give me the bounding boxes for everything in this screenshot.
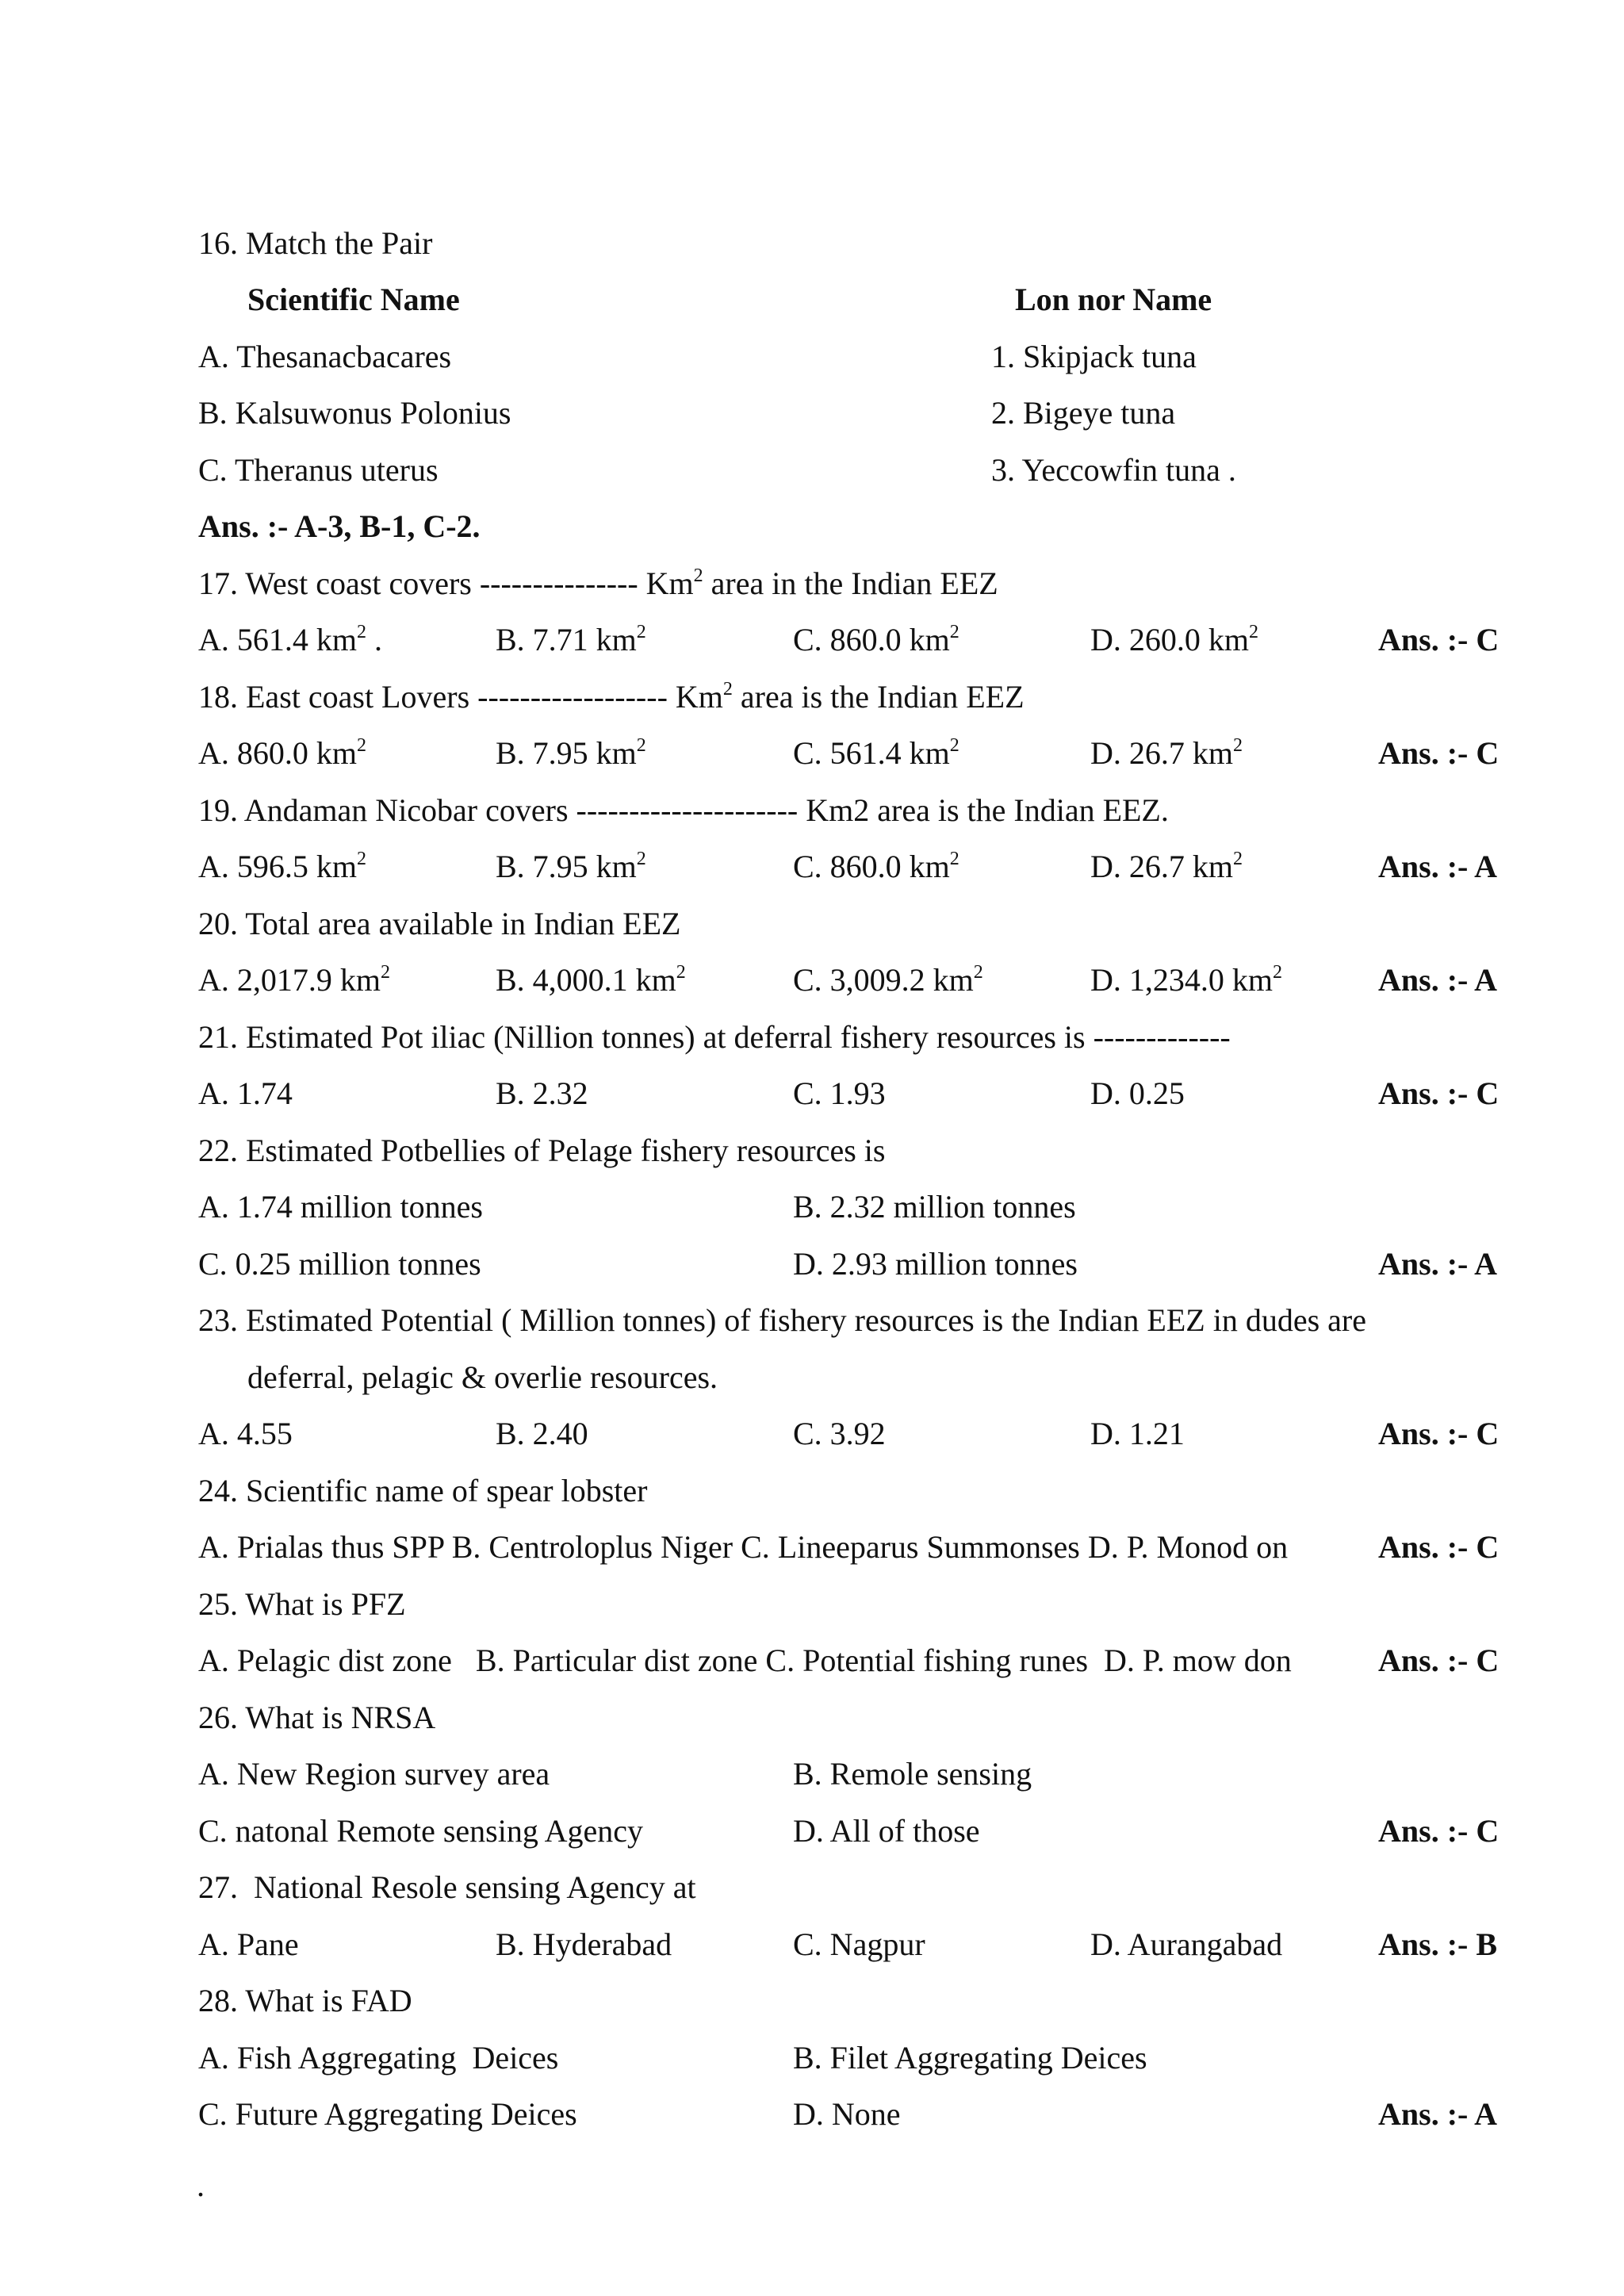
q28-options-row2 bbox=[198, 2086, 1505, 2143]
q18-question-text: 18. East coast Lovers ------------------ Km bbox=[198, 679, 723, 715]
q17-options bbox=[198, 611, 1505, 669]
q26-options-row1 bbox=[198, 1746, 1505, 1803]
q22-options-row2 bbox=[198, 1236, 1505, 1293]
q20-answer: Ans. :- A bbox=[1378, 962, 1498, 998]
option-d: D. 26.7 $km^2$ bbox=[1090, 735, 1243, 771]
q16-row-right: 1. Skipjack tuna bbox=[991, 339, 1197, 374]
option-c: C. 561.4 $km^2$ bbox=[793, 735, 959, 771]
q17-question-text-end: area in the Indian EEZ bbox=[703, 565, 998, 601]
q21-options bbox=[198, 1065, 1505, 1122]
option-a: A. 2,017.9 $km^2$ bbox=[198, 962, 390, 998]
footer-mark: . bbox=[197, 2168, 205, 2203]
q27-answer: Ans. :- B bbox=[1378, 1926, 1498, 1962]
q17-answer: Ans. :- C bbox=[1378, 622, 1500, 657]
q23-answer: Ans. :- C bbox=[1378, 1416, 1500, 1451]
q18-options bbox=[198, 725, 1505, 782]
q23-question-continued: deferral, pelagic & overlie resources. bbox=[247, 1359, 718, 1395]
q22-question: 22. Estimated Potbellies of Pelage fishery resources is bbox=[198, 1133, 886, 1168]
q19-answer: Ans. :- A bbox=[1378, 849, 1498, 884]
option-d: D. 1,234.0 $km^2$ bbox=[1090, 962, 1282, 998]
q25-answer: Ans. :- C bbox=[1378, 1642, 1500, 1678]
q19-question: 19. Andaman Nicobar covers --------------------- Km2 area is the Indian EEZ. bbox=[198, 792, 1169, 828]
superscript: 2 bbox=[693, 565, 703, 586]
q16-row-left: B. Kalsuwonus Polonius bbox=[198, 395, 511, 431]
q16-row-right: 2. Bigeye tuna bbox=[991, 395, 1176, 431]
q17-question bbox=[198, 555, 1505, 612]
q16-row bbox=[198, 328, 1505, 385]
option-a: A. 1.74 million tonnes bbox=[198, 1189, 483, 1225]
q16-left-header: Scientific Name bbox=[247, 282, 460, 317]
q18-question bbox=[198, 669, 1505, 726]
q16-answer: Ans. :- A-3, B-1, C-2. bbox=[198, 508, 481, 544]
option-d: D. 26.7 $km^2$ bbox=[1090, 849, 1243, 884]
option-b: B. 7.71 $km^2$ bbox=[496, 622, 646, 657]
q24-answer: Ans. :- C bbox=[1378, 1529, 1500, 1565]
option-a: A. 1.74 bbox=[198, 1075, 293, 1111]
q21-answer: Ans. :- C bbox=[1378, 1075, 1500, 1111]
option-b: B. 7.95 $km^2$ bbox=[496, 849, 646, 884]
q24-option-line: A. Prialas thus SPP B. Centroloplus Niger C. Lineeparus Summonses D. P. Monod on bbox=[198, 1529, 1289, 1565]
option-a: A. Pane bbox=[198, 1926, 299, 1962]
q26-answer: Ans. :- C bbox=[1378, 1813, 1500, 1849]
q16-row-left: C. Theranus uterus bbox=[198, 452, 439, 488]
q26-question: 26. What is NRSA bbox=[198, 1700, 436, 1735]
q16-row bbox=[198, 442, 1505, 499]
q27-question: 27. National Resole sensing Agency at bbox=[198, 1869, 696, 1905]
option-c: C. 3,009.2 $km^2$ bbox=[793, 962, 983, 998]
q27-options bbox=[198, 1916, 1505, 1973]
option-b: B. 7.95 $km^2$ bbox=[496, 735, 646, 771]
option-d: D. 0.25 bbox=[1090, 1075, 1185, 1111]
option-b: B. 4,000.1 $km^2$ bbox=[496, 962, 686, 998]
option-b: B. Remole sensing bbox=[793, 1756, 1032, 1792]
option-c: C. 860.0 $km^2$ bbox=[793, 622, 959, 657]
option-c: C. Nagpur bbox=[793, 1926, 925, 1962]
q25-question: 25. What is PFZ bbox=[198, 1586, 406, 1622]
q16-title: 16. Match the Pair bbox=[198, 225, 433, 261]
q23-options bbox=[198, 1405, 1505, 1462]
q16-right-header: Lon nor Name bbox=[1015, 282, 1212, 317]
q18-answer: Ans. :- C bbox=[1378, 735, 1500, 771]
q18-question-text-end: area is the Indian EEZ bbox=[732, 679, 1025, 715]
option-d: D. 260.0 $km^2$ bbox=[1090, 622, 1258, 657]
option-d: D. Aurangabad bbox=[1090, 1926, 1283, 1962]
option-c: C. Future Aggregating Deices bbox=[198, 2096, 577, 2132]
q23-question: 23. Estimated Potential ( Million tonnes) of fishery resources is the Indian EEZ in dudes are bbox=[198, 1302, 1366, 1338]
q20-options bbox=[198, 952, 1505, 1009]
q21-question: 21. Estimated Pot iliac (Nillion tonnes) at deferral fishery resources is ------------- bbox=[198, 1019, 1231, 1055]
q16-header-row bbox=[198, 271, 1505, 328]
q19-options bbox=[198, 838, 1505, 895]
q28-answer: Ans. :- A bbox=[1378, 2096, 1498, 2132]
option-d: D. All of those bbox=[793, 1813, 980, 1849]
q16-row-left: A. Thesanacbacares bbox=[198, 339, 452, 374]
option-d: D. 1.21 bbox=[1090, 1416, 1185, 1451]
option-b: B. 2.32 million tonnes bbox=[793, 1189, 1076, 1225]
q25-options bbox=[198, 1632, 1505, 1689]
q28-question: 28. What is FAD bbox=[198, 1983, 412, 2018]
q22-answer: Ans. :- A bbox=[1378, 1246, 1498, 1282]
option-a: A. 561.4 $km^2$ . bbox=[198, 622, 382, 657]
option-a: A. 860.0 $km^2$ bbox=[198, 735, 366, 771]
q16-row-right: 3. Yeccowfin tuna . bbox=[991, 452, 1236, 488]
q17-question-text: 17. West coast covers --------------- Km bbox=[198, 565, 694, 601]
q25-option-line: A. Pelagic dist zone B. Particular dist zone C. Potential fishing runes D. P. mow don bbox=[198, 1642, 1292, 1678]
q24-options bbox=[198, 1519, 1505, 1576]
option-c: C. 1.93 bbox=[793, 1075, 886, 1111]
option-d: D. 2.93 million tonnes bbox=[793, 1246, 1078, 1282]
option-a: A. 4.55 bbox=[198, 1416, 293, 1451]
q24-question: 24. Scientific name of spear lobster bbox=[198, 1473, 648, 1508]
option-b: B. Filet Aggregating Deices bbox=[793, 2040, 1147, 2076]
q22-options-row1 bbox=[198, 1179, 1505, 1236]
option-c: C. 3.92 bbox=[793, 1416, 886, 1451]
option-c: C. 0.25 million tonnes bbox=[198, 1246, 481, 1282]
q16-row bbox=[198, 385, 1505, 442]
option-a: A. New Region survey area bbox=[198, 1756, 550, 1792]
option-a: A. 596.5 $km^2$ bbox=[198, 849, 366, 884]
option-b: B. 2.40 bbox=[496, 1416, 588, 1451]
option-d: D. None bbox=[793, 2096, 901, 2132]
option-c: C. 860.0 $km^2$ bbox=[793, 849, 959, 884]
q26-options-row2 bbox=[198, 1803, 1505, 1860]
option-c: C. natonal Remote sensing Agency bbox=[198, 1813, 644, 1849]
q20-question: 20. Total area available in Indian EEZ bbox=[198, 906, 681, 941]
option-a: A. Fish Aggregating Deices bbox=[198, 2040, 559, 2076]
superscript: 2 bbox=[722, 679, 733, 700]
q28-options-row1 bbox=[198, 2030, 1505, 2087]
option-b: B. Hyderabad bbox=[496, 1926, 672, 1962]
option-b: B. 2.32 bbox=[496, 1075, 588, 1111]
